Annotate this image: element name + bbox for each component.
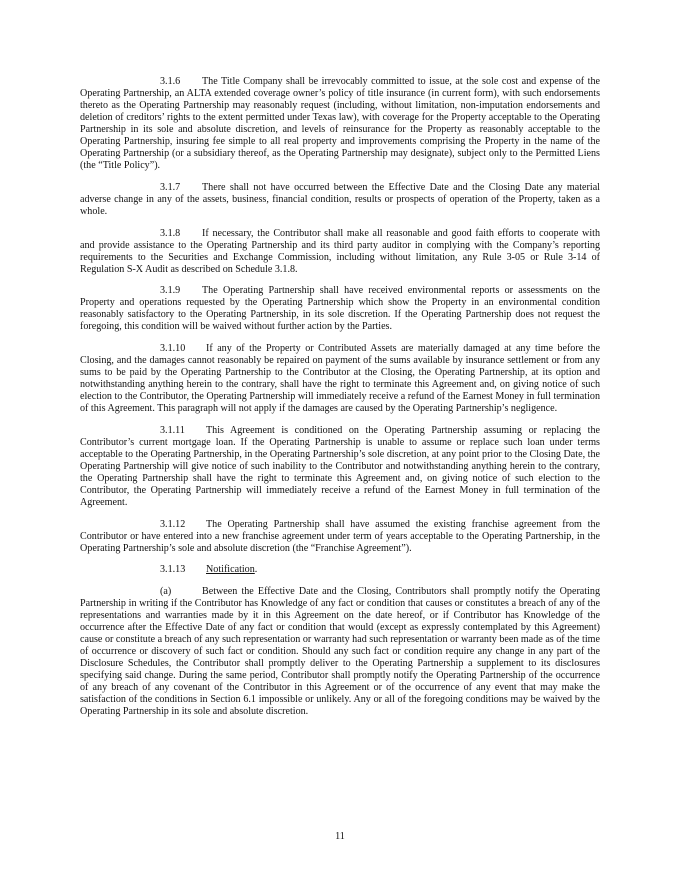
section-number: 3.1.11 [160,424,185,436]
subsection-a [80,586,600,719]
subsection-text: Between the Effective Date and the Closing, Contributors shall promptly notify the Operating Partnership in writing if the Contributor has Knowledge of any fact or condition that causes or constitutes a breach of any of the representations and warranties made by it in this Agreement on the date hereof, or if Contributor has Knowledge of the occurrence after the Effective Date of any fact or condition that would (except as expressly contemplated by this Agreement) cause or constitute a breach of any such representation or warranty had such representation or warranty been made as of the time of occurrence or discovery of such fact or condition. Should any such fact or condition require any change in any part of the Disclosure Schedules, the Contributor shall promptly deliver to the Operating Partnership a supplement to its disclosures specifying said change. During the same period, Contributor shall promptly notify the Operating Partnership of the occurrence of any breach of any covenant of the Contributor in this Agreement or of the occurrence of any event that may make the satisfaction of the conditions in Section 6.1 impossible or unlikely. Any or all of the foregoing conditions may be waived by the Operating Partnership in its sole and absolute discretion. [80,585,600,718]
section-text: If necessary, the Contributor shall make all reasonable and good faith efforts to cooperate with and provide assistance to the Operating Partnership and its third party auditor in complying with the Company’s reporting requirements to the Securities and Exchange Commission, including without limitation, any Rule 3-05 or Rule 3-14 of Regulation S-X Audit as described on Schedule 3.1.8. [80,227,600,275]
section-text: The Operating Partnership shall have assumed the existing franchise agreement from the Contributor or have entered into a new franchise agreement under term of years acceptable to the Operating Partnership, in the Operating Partnership’s sole and absolute discretion (the “Franchise Agreement”). [80,518,600,554]
section-3-1-6 [80,76,600,172]
section-3-1-7 [80,182,600,218]
section-title: Notification [206,564,255,576]
section-text: There shall not have occurred between the Effective Date and the Closing Date any material adverse change in any of the assets, business, financial condition, results or prospects of operation of the Property, taken as a whole. [80,181,600,217]
section-text: The Title Company shall be irrevocably committed to issue, at the sole cost and expense of the Operating Partnership, an ALTA extended coverage owner’s policy of title insurance (in current form), with such endorsements thereto as the Operating Partnership may reasonably request (including, without limitation, non-imputation endorsements and deletion of creditors’ rights to the extent permitted under Texas law), with coverage for the Property acceptable to the Operating Partnership in its sole and absolute discretion, and levels of reinsurance for the Property as reasonably acceptable to the Operating Partnership, insuring fee simple to all real property and improvements comprising the Property in the name of the Operating Partnership (or a subsidiary thereof, as the Operating Partnership may designate), subject only to the Permitted Liens (the “Title Policy”). [80,76,600,172]
subsection-label: (a) [160,585,172,597]
section-3-1-13-heading [80,564,600,576]
section-number: 3.1.6 [160,76,181,87]
section-number: 3.1.7 [160,181,181,193]
section-text: The Operating Partnership shall have received environmental reports or assessments on the Property and operations requested by the Operating Partnership which show the Property in an environmental condition reasonably satisfactory to the Operating Partnership, in its sole discretion. If the Operating Partnership does not request the foregoing, this condition will be waived without further action by the Parties. [80,285,600,333]
section-title-period: . [254,564,258,576]
section-3-1-8 [80,228,600,276]
section-number: 3.1.8 [160,227,181,239]
section-text: This Agreement is conditioned on the Operating Partnership assuming or replacing the Contributor’s current mortgage loan. If the Operating Partnership is unable to assume or replace such loan under terms acceptable to the Operating Partnership, in the Operating Partnership’s sole discretion, at any point prior to the Closing Date, the Operating Partnership will give notice of such inability to the Contributor and notwithstanding anything herein to the contrary, the Operating Partnership shall have the right to terminate this Agreement and, on giving notice of such election to the Contributor, the Operating Partnership will immediately receive a refund of the Earnest Money in full termination of the Agreement. [80,424,600,508]
section-number: 3.1.12 [160,518,186,530]
section-number: 3.1.9 [160,285,181,297]
section-number: 3.1.13 [160,564,186,576]
section-text: If any of the Property or Contributed Assets are materially damaged at any time before the Closing, and the damages cannot reasonably be repaired on payment of the sums available by insurance settlement or from any sums to be paid by the Operating Partnership to the Contributor at the Closing, the Operating Partnership, at its option and notwithstanding anything herein to the contrary, shall have the right to terminate this Agreement and, on giving notice of such election to the Contributor, the Operating Partnership will immediately receive a refund of the Earnest Money in full termination of this Agreement. This paragraph will not apply if the damages are caused by the Operating Partnership’s negligence. [80,342,600,415]
section-3-1-10 [80,343,600,415]
page-number: 11 [335,831,345,842]
section-3-1-11 [80,425,600,509]
section-3-1-9 [80,285,600,333]
section-number: 3.1.10 [160,342,186,354]
section-3-1-12 [80,519,600,555]
